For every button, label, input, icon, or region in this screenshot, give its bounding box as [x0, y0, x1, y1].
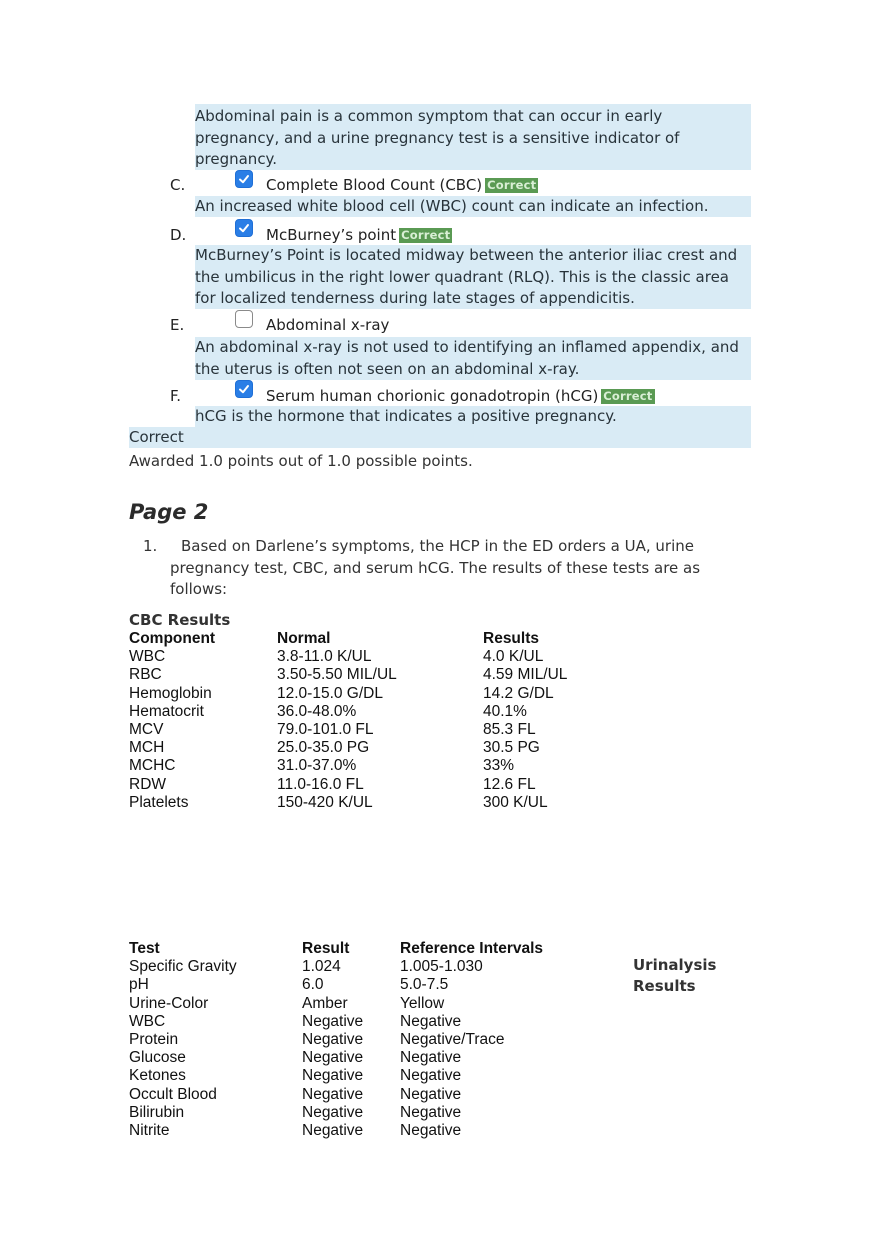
cbc-cell: RBC: [129, 666, 162, 684]
table-row: [129, 739, 629, 757]
cbc-cell: MCHC: [129, 757, 176, 775]
ua-cell: Specific Gravity: [129, 958, 237, 976]
ua-cell: Nitrite: [129, 1121, 170, 1139]
table-row: [129, 757, 629, 775]
cbc-cell: RDW: [129, 775, 167, 793]
ua-cell: Negative: [400, 1049, 462, 1067]
ua-column-header: Result: [302, 940, 350, 957]
table-row: [129, 976, 589, 994]
cbc-cell: 4.0 K/UL: [483, 648, 544, 666]
cbc-cell: 300 K/UL: [483, 793, 548, 811]
cbc-cell: 150-420 K/UL: [277, 793, 373, 811]
ua-cell: Negative: [302, 1085, 364, 1103]
correct-badge: Correct: [603, 389, 653, 403]
table-row: [129, 685, 629, 703]
ua-cell: Negative: [302, 1012, 364, 1030]
ua-cell: Yellow: [400, 994, 445, 1012]
ua-cell: Negative: [302, 1030, 364, 1048]
checkmark-icon: [238, 222, 250, 234]
ua-cell: Bilirubin: [129, 1103, 185, 1121]
question-text: [170, 536, 730, 601]
feedback-text: McBurney’s Point is located midway between the anterior iliac crest and the umbilicus in the right lower quadrant (RLQ). This is the classic area for localized tenderness during late stages of appendicitis.: [195, 246, 738, 307]
cbc-cell: 25.0-35.0 PG: [277, 739, 370, 757]
table-row: [129, 1013, 589, 1031]
option-d-label: McBurney’s point: [266, 226, 397, 244]
option-letter-d: D.: [170, 226, 187, 244]
option-d-checkbox[interactable]: [235, 219, 253, 237]
option-letter-f: F.: [170, 387, 181, 405]
table-row: [129, 721, 629, 739]
cbc-cell: MCV: [129, 720, 164, 738]
table-row: [129, 794, 629, 812]
ua-cell: 1.005-1.030: [400, 958, 483, 976]
ua-cell: 1.024: [302, 958, 341, 976]
option-c-label-row: [266, 176, 538, 194]
correct-badge: Correct: [487, 178, 537, 192]
cbc-cell: 33%: [483, 757, 515, 775]
ua-cell: Glucose: [129, 1049, 186, 1067]
cbc-cell: 14.2 G/DL: [483, 684, 554, 702]
question-body: Based on Darlene’s symptoms, the HCP in the ED orders a UA, urine pregnancy test, CBC, and serum hCG. The results of these tests are as follows:: [170, 537, 701, 598]
ua-cell: Occult Blood: [129, 1085, 217, 1103]
awarded-points: Awarded 1.0 points out of 1.0 possible points.: [129, 452, 473, 470]
checkmark-icon: [238, 383, 250, 395]
cbc-cell: 4.59 MIL/UL: [483, 666, 568, 684]
ua-cell: WBC: [129, 1012, 166, 1030]
ua-cell: Ketones: [129, 1067, 186, 1085]
ua-cell: Negative: [400, 1012, 462, 1030]
cbc-cell: WBC: [129, 648, 166, 666]
ua-cell: Negative: [302, 1049, 364, 1067]
option-d-label-row: [266, 226, 452, 244]
ua-cell: Negative: [400, 1067, 462, 1085]
option-f-label: Serum human chorionic gonadotropin (hCG): [266, 387, 599, 405]
feedback-option-d: [195, 245, 751, 309]
cbc-cell: 12.0-15.0 G/DL: [277, 684, 383, 702]
table-row: [129, 1049, 589, 1067]
ua-cell: Negative/Trace: [400, 1030, 505, 1048]
option-f-checkbox[interactable]: [235, 380, 253, 398]
feedback-text: An abdominal x-ray is not used to identifying an inflamed appendix, and the uterus is often not seen on an abdominal x-ray.: [195, 338, 739, 378]
page-heading: Page 2: [129, 500, 209, 524]
cbc-cell: MCH: [129, 739, 165, 757]
option-e-label-row: [266, 316, 389, 334]
option-letter-e: E.: [170, 316, 185, 334]
ua-column-header: Reference Intervals: [400, 940, 544, 957]
question-number: 1.: [143, 537, 158, 555]
option-c-checkbox[interactable]: [235, 170, 253, 188]
ua-cell: Negative: [400, 1103, 462, 1121]
feedback-option-f: [195, 406, 751, 427]
option-letter-c: C.: [170, 176, 186, 194]
table-row: [129, 1086, 589, 1104]
cbc-table: [129, 630, 629, 812]
cbc-title: CBC Results: [129, 611, 231, 629]
table-row: [129, 1031, 589, 1049]
option-e-checkbox[interactable]: [235, 310, 253, 328]
table-row: [129, 666, 629, 684]
cbc-column-header: Results: [483, 630, 539, 647]
cbc-header-row: [129, 630, 629, 648]
table-row: [129, 776, 629, 794]
option-c-label: Complete Blood Count (CBC): [266, 176, 483, 194]
ua-cell: pH: [129, 976, 149, 994]
cbc-cell: 40.1%: [483, 702, 527, 720]
ua-cell: Negative: [302, 1121, 364, 1139]
checkmark-icon: [238, 173, 250, 185]
table-row: [129, 1122, 589, 1140]
option-e-label: Abdominal x-ray: [266, 316, 390, 334]
feedback-text: An increased white blood cell (WBC) count can indicate an infection.: [195, 197, 709, 215]
ua-cell: Protein: [129, 1030, 179, 1048]
ua-cell: Amber: [302, 994, 348, 1012]
ua-header-row: [129, 940, 589, 958]
cbc-cell: 3.8-11.0 K/UL: [277, 648, 372, 666]
table-row: [129, 958, 589, 976]
urinalysis-title: Urinalysis Results: [633, 956, 717, 995]
table-row: [129, 648, 629, 666]
ua-cell: Negative: [400, 1121, 462, 1139]
cbc-cell: 85.3 FL: [483, 720, 536, 738]
result-banner: [129, 427, 751, 448]
cbc-cell: 30.5 PG: [483, 739, 540, 757]
result-label: Correct: [129, 428, 184, 446]
cbc-column-header: Normal: [277, 630, 331, 647]
option-f-label-row: [266, 387, 655, 405]
ua-cell: Urine-Color: [129, 994, 209, 1012]
cbc-cell: 31.0-37.0%: [277, 757, 357, 775]
cbc-cell: 11.0-16.0 FL: [277, 775, 364, 793]
cbc-column-header: Component: [129, 630, 216, 647]
ua-cell: 6.0: [302, 976, 324, 994]
feedback-option-b: [195, 104, 751, 170]
feedback-text: hCG is the hormone that indicates a positive pregnancy.: [195, 407, 617, 425]
cbc-cell: Hemoglobin: [129, 684, 212, 702]
feedback-text: Abdominal pain is a common symptom that can occur in early pregnancy, and a urine pregnancy test is a sensitive indicator of pregnancy.: [195, 107, 680, 168]
ua-column-header: Test: [129, 940, 160, 957]
ua-cell: Negative: [302, 1067, 364, 1085]
urinalysis-table: [129, 940, 589, 1140]
cbc-cell: 12.6 FL: [483, 775, 536, 793]
table-row: [129, 703, 629, 721]
cbc-cell: Hematocrit: [129, 702, 204, 720]
cbc-cell: 36.0-48.0%: [277, 702, 357, 720]
correct-badge: Correct: [401, 228, 451, 242]
table-row: [129, 1104, 589, 1122]
table-row: [129, 995, 589, 1013]
feedback-option-c: [195, 196, 751, 217]
cbc-cell: 3.50-5.50 MIL/UL: [277, 666, 397, 684]
ua-cell: 5.0-7.5: [400, 976, 449, 994]
cbc-cell: 79.0-101.0 FL: [277, 720, 374, 738]
ua-cell: Negative: [302, 1103, 364, 1121]
table-row: [129, 1067, 589, 1085]
ua-cell: Negative: [400, 1085, 462, 1103]
feedback-option-e: [195, 337, 751, 380]
cbc-cell: Platelets: [129, 793, 189, 811]
